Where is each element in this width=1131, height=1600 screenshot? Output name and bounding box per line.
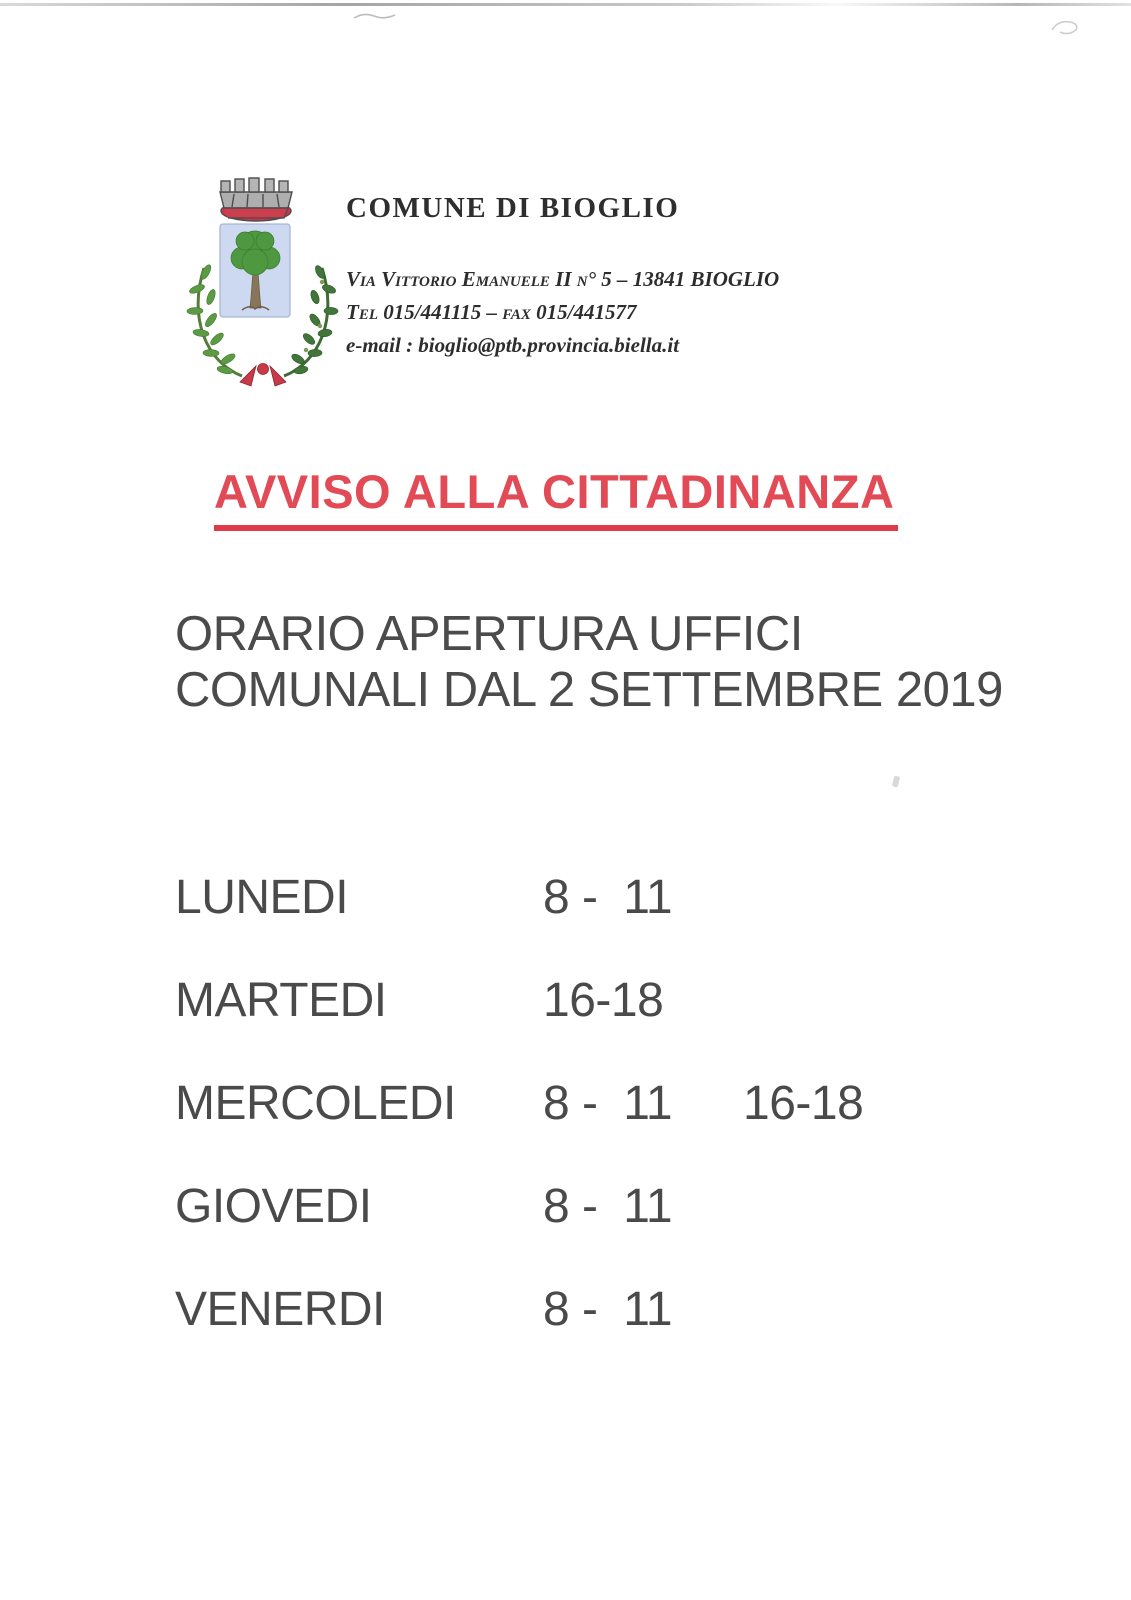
day-label: VENERDI [175,1283,385,1336]
schedule-row-thursday [175,1179,863,1232]
morning-hours: 8 - 11 [543,1077,673,1130]
scan-artifact-smudge-icon [352,10,398,22]
day-label: GIOVEDI [175,1180,372,1233]
address-line: Via Vittorio Emanuele II n° 5 – 13841 BIOGLIO [346,267,780,291]
day-label: LUNEDI [175,871,349,924]
morning-hours: 16-18 [543,974,664,1027]
org-name: COMUNE DI BIOGLIO [346,192,680,224]
phone-fax-line: Tel 015/441115 – fax 015/441577 [346,300,637,324]
day-label: MERCOLEDI [175,1077,456,1130]
coat-of-arms-icon [184,170,342,390]
email-line: e-mail : bioglio@ptb.provincia.biella.it [346,333,680,357]
schedule-row-friday [175,1282,863,1335]
opening-hours-table [175,870,863,1385]
schedule-row-monday [175,870,863,923]
morning-hours: 8 - 11 [543,1180,673,1233]
morning-hours: 8 - 11 [543,871,673,924]
org-contact-block [346,263,779,362]
letterhead [346,191,779,362]
scan-artifact-speck [892,775,900,787]
afternoon-hours: 16-18 [743,1077,864,1130]
morning-hours: 8 - 11 [543,1283,673,1336]
schedule-row-wednesday [175,1076,863,1129]
scan-artifact-top-line [0,3,1131,6]
subtitle-line-1: ORARIO APERTURA UFFICI [175,607,803,661]
schedule-row-tuesday [175,973,863,1026]
scan-artifact-smudge-icon [1048,16,1086,40]
subtitle-line-2: COMUNALI DAL 2 SETTEMBRE 2019 [175,663,1003,717]
notice-title: AVVISO ALLA CITTADINANZA [214,464,898,531]
day-label: MARTEDI [175,974,387,1027]
notice-subtitle [175,606,1003,718]
